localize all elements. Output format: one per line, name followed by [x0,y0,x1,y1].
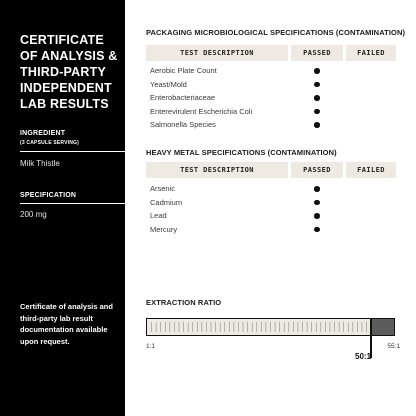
sidebar-title: CERTIFICATE OF ANALYSIS & THIRD-PARTY INDEPENDENT LAB RESULTS [20,33,118,111]
passed-dot-icon [314,82,320,88]
specification-value: 200 mg [20,210,47,219]
extraction-ratio-remaining [371,319,394,335]
passed-dot-icon [314,186,320,192]
metal-row-label: Mercury [150,224,178,234]
metal-section-title: HEAVY METAL SPECIFICATIONS (CONTAMINATION) [146,148,337,157]
metal-row-label: Lead [150,211,167,220]
micro-header-test: TEST DESCRIPTION [146,45,288,61]
micro-section-title: PACKAGING MICROBIOLOGICAL SPECIFICATIONS (CONTAMINATION) [146,28,406,37]
metal-row [146,182,396,196]
extraction-current-label: 50:1 [355,352,372,361]
extraction-max-label: 55:1 [387,343,400,350]
micro-row [146,118,396,132]
extraction-min-label: 1:1 [146,343,156,350]
micro-row-label: Enterobacteriaceae [150,93,216,102]
micro-header-passed: PASSED [291,45,343,61]
passed-dot-icon [314,122,320,128]
passed-dot-icon [314,68,320,74]
micro-row-label: Aerobic Plate Count [150,66,217,75]
micro-row [146,91,396,105]
extraction-ratio-bar [146,318,395,336]
sidebar [0,0,125,416]
metal-row [146,223,396,237]
metal-row-label: Arsenic [150,184,176,193]
passed-dot-icon [314,95,320,101]
micro-row [146,64,396,78]
passed-dot-icon [314,227,320,233]
passed-dot-icon [314,109,320,115]
metal-header-test: TEST DESCRIPTION [146,162,288,178]
ingredient-divider [20,151,125,152]
availability-note: Certificate of analysis and third-party lab result documentation available upon request. [20,302,113,346]
micro-row-label: Salmonella Species [150,120,216,129]
micro-row-label: Yeast/Mold [150,79,187,89]
ingredient-label: INGREDIENT [20,130,66,137]
metal-row [146,209,396,223]
micro-header-failed: FAILED [346,45,396,61]
micro-row [146,105,396,119]
specification-divider [20,203,125,204]
specification-label: SPECIFICATION [20,192,77,199]
extraction-title: EXTRACTION RATIO [146,298,222,307]
metal-header-failed: FAILED [346,162,396,178]
ingredient-serving-note: (3 CAPSULE SERVING) [20,140,79,146]
extraction-ratio-ticks [147,319,394,335]
metal-header-passed: PASSED [291,162,343,178]
metal-row [146,196,396,210]
micro-row-label: Enterevirulent Escherichia Coli [150,106,253,116]
metal-row-label: Cadmium [150,197,183,207]
micro-row [146,78,396,92]
passed-dot-icon [314,213,320,219]
passed-dot-icon [314,200,320,206]
ingredient-value: Milk Thistle [20,159,60,168]
